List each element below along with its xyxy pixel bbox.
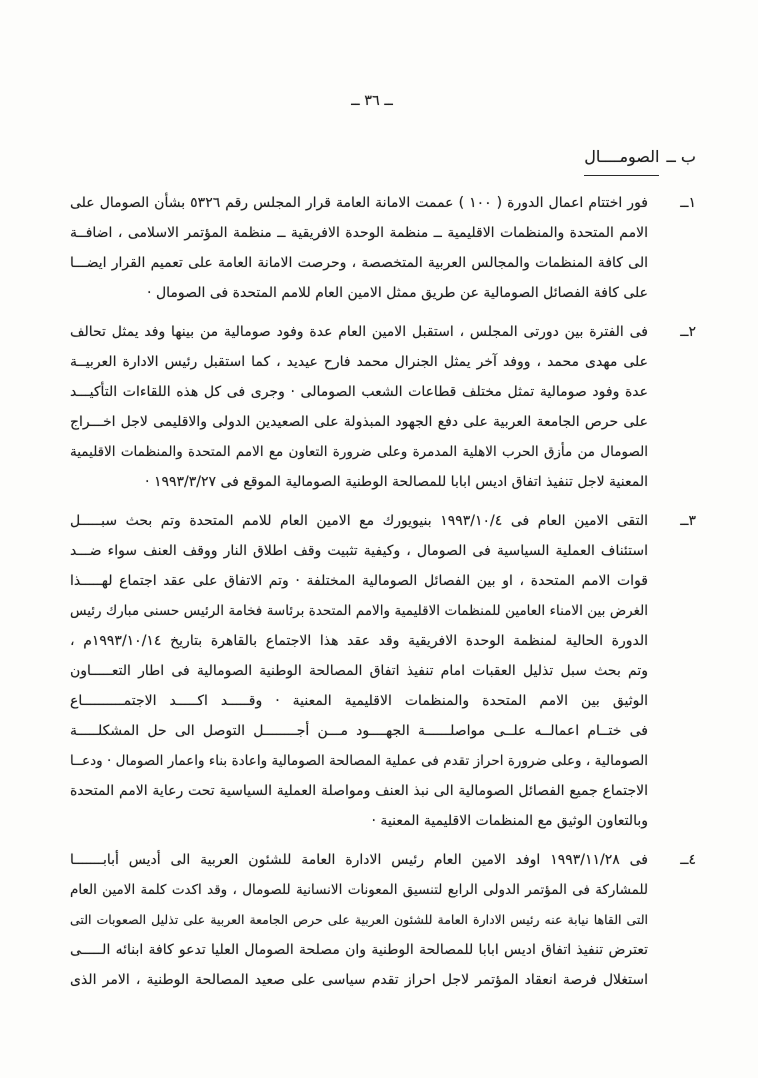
paragraph <box>70 188 696 308</box>
text-line: المعنية لاجل تنفيذ اتفاق اديس ابابا للمصالحة الوطنية الصومالية الموقع فى ١٩٩٣/٣/٢٧ · <box>145 474 648 490</box>
paragraph-number: ٣ــ <box>680 513 696 529</box>
paragraph-number: ٤ــ <box>680 852 696 868</box>
paragraph-number: ٢ــ <box>680 324 696 340</box>
text-line: الدورة الحالية لمنظمة الوحدة الافريقية وقد عقد هذا الاجتماع بالقاهرة بتاريخ ١٩٩٣/١٠/١٤م ، <box>70 633 648 649</box>
paragraph <box>70 317 696 497</box>
text-line: استئناف العملية السياسية فى الصومال ، وكيفية تثبيت وقف اطلاق النار ووقف العنف سواء ضـــد <box>70 543 648 559</box>
text-line: استغلال فرصة انعقاد المؤتمر لاجل احراز تقدم سياسى على صعيد المصالحة الوطنية ، الامر الذى <box>70 972 648 988</box>
section-letter: ب ــ <box>666 147 696 166</box>
paragraph <box>70 506 696 836</box>
paragraph-lines <box>70 506 648 836</box>
text-line: الاجتماع جميع الفصائل الصومالية الى نبذ العنف ومواصلة العملية السياسية تحت رعاية الامم المتحدة <box>70 783 648 799</box>
paragraph-lines <box>70 188 648 308</box>
text-line: فى ١٩٩٣/١١/٢٨ اوفد الامين العام رئيس الادارة العامة للشئون العربية الى أديس أبابـــــــا <box>70 852 648 868</box>
text-line: فى ختــام اعمالــه علــى مواصلــــــة الجهــــود مـــن أجــــــــل التوصل الى حل المشكلـــــة <box>70 723 648 739</box>
text-line: وبالتعاون الوثيق مع المنظمات الاقليمية المعنية · <box>371 813 648 829</box>
section-heading <box>70 146 696 176</box>
text-line: فور اختتام اعمال الدورة ( ١٠٠ ) عممت الامانة العامة قرار المجلس رقم ٥٣٢٦ بشأن الصومال على <box>70 195 648 211</box>
text-line: على كافة الفصائل الصومالية عن طريق ممثل الامين العام للامم المتحدة فى الصومال · <box>147 285 648 301</box>
text-line: على مهدى محمد ، ووفد آخر يمثل الجنرال محمد فارح عيديد ، كما استقبل رئيس الادارة العربيــة <box>70 354 648 370</box>
text-line: فى الفترة بين دورتى المجلس ، استقبل الامين العام عدة وفود صومالية من بينها وفد يمثل تحالف <box>70 324 648 340</box>
text-line: الوثيق بين الامم المتحدة والمنظمات الاقليمية المعنية · وقـــــد اكـــــد الاجتمــــــــــاع <box>70 693 648 709</box>
text-line: تعترض تنفيذ اتفاق اديس ابابا للمصالحة الوطنية وان مصلحة الصومال العليا تدعو كافة ابنائه الـــــى <box>70 942 648 958</box>
text-line: الى كافة المنظمات والمجالس العربية المتخصصة ، وحرصت الامانة العامة على تعميم القرار ايضـــا <box>70 255 648 271</box>
text-line: على حرص الجامعة العربية على دفع الجهود المبذولة على الصعيدين الدولى والاقليمى لاجل اخـــراج <box>70 414 648 430</box>
text-line: التقى الامين العام فى ١٩٩٣/١٠/٤ بنيويورك مع الامين العام للامم المتحدة وتم بحث سبـــــل <box>70 513 648 529</box>
page-number: ــ ٣٦ ــ <box>351 93 393 109</box>
paragraph-lines <box>70 317 648 497</box>
paragraph <box>70 845 696 995</box>
section-title: الصومــــال <box>584 146 659 176</box>
text-line: الغرض بين الامناء العامين للمنظمات الاقليمية والامم المتحدة برئاسة فخامة الرئيس حسنى مبارك رئيس <box>70 603 648 619</box>
paragraphs-container <box>70 188 696 995</box>
text-line: للمشاركة فى المؤتمر الدولى الرابع لتنسيق المعونات الانسانية للصومال ، وقد اكدت كلمة الامين العام <box>70 882 648 898</box>
text-line: عدة وفود صومالية تمثل مختلف قطاعات الشعب الصومالى · وجرى فى كل هذه اللقاءات التأكيـــد <box>70 384 648 400</box>
paragraph-number: ١ــ <box>680 195 696 211</box>
text-line: وتم بحث سبل تذليل العقبات امام تنفيذ اتفاق المصالحة الوطنية الصومالية فى اطار التعـــــاون <box>70 663 648 679</box>
text-line: الصومالية ، وعلى ضرورة احراز تقدم فى عملية المصالحة الصومالية واعادة بناء واعمار الصومال · ودعــا <box>70 753 648 769</box>
paragraph-lines <box>70 845 648 995</box>
text-line: الصومال من مأزق الحرب الاهلية المدمرة وعلى ضرورة التعاون مع الامم المتحدة والمنظمات الاقليمية <box>70 444 648 460</box>
text-line: الامم المتحدة والمنظمات الاقليمية ــ منظمة الوحدة الافريقية ــ منظمة المؤتمر الاسلامى ، اضافــة <box>70 225 648 241</box>
text-line: قوات الامم المتحدة ، او بين الفصائل الصومالية المختلفة · وتم الاتفاق على عقد اجتماع لهـــــذا <box>70 573 648 589</box>
text-line: التى القاها نيابة عنه رئيس الادارة العامة للشئون العربية على حرص الجامعة العربية على تذليل الصعوبات التى <box>70 912 648 927</box>
